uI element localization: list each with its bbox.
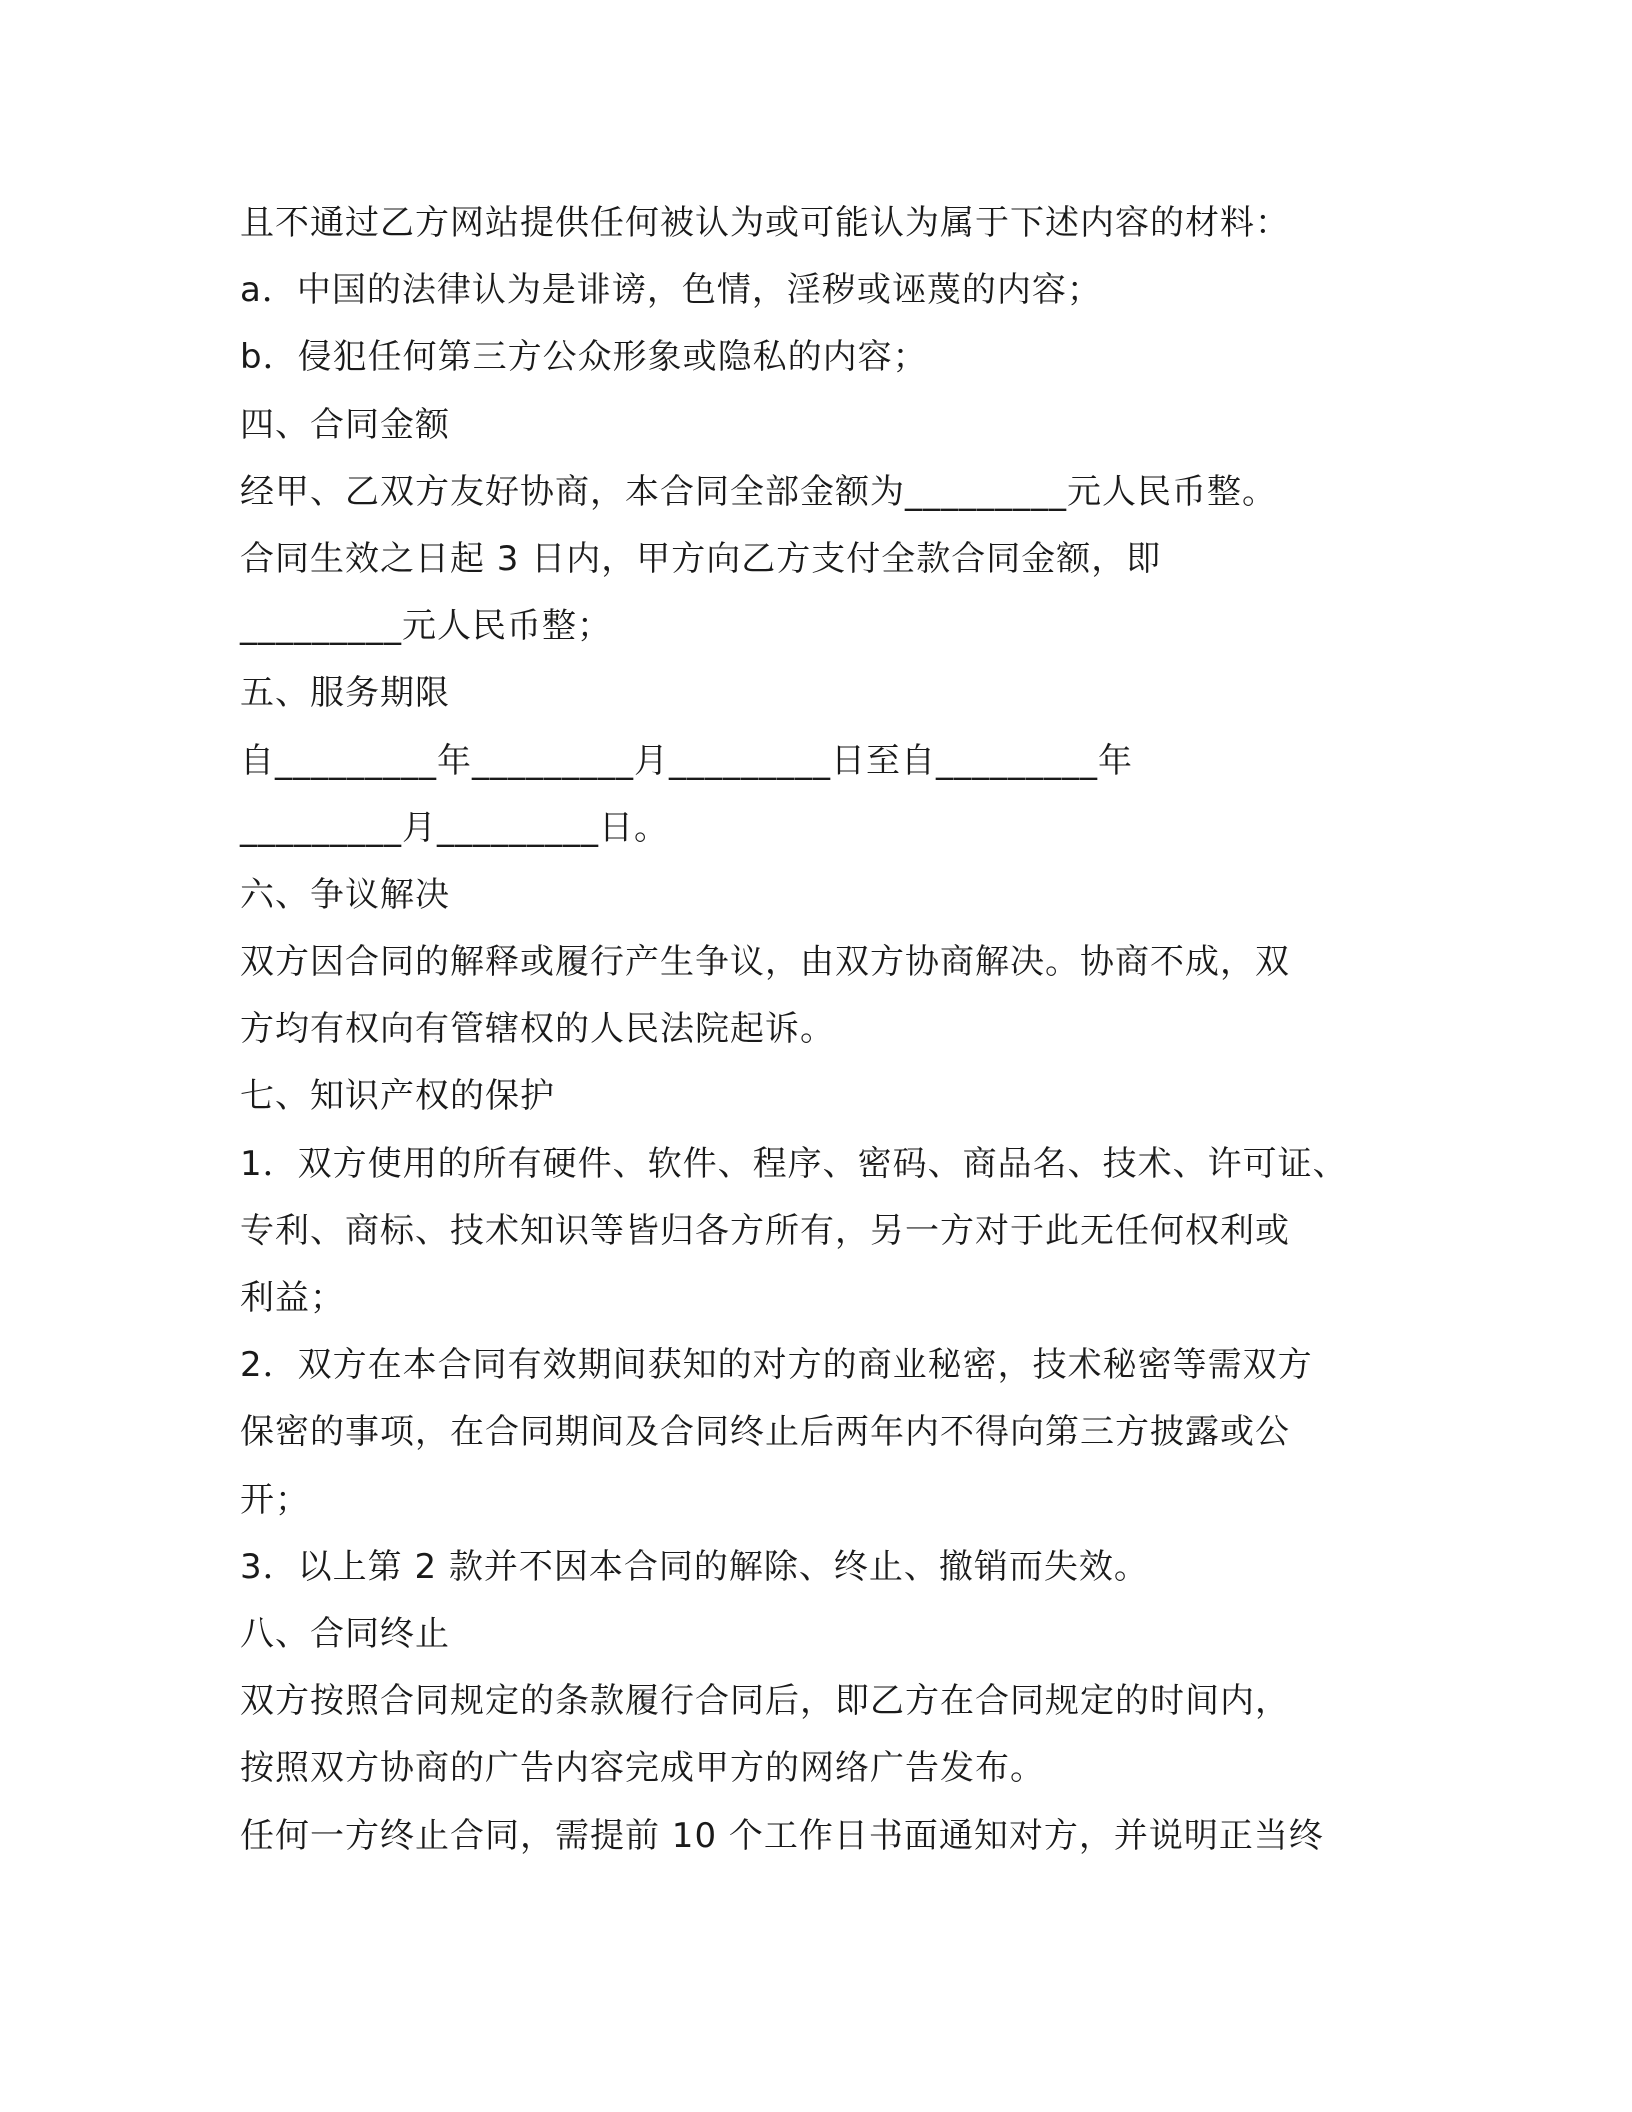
text-line: 利益； xyxy=(240,1278,345,1318)
list-item-b: b．侵犯任何第三方公众形象或隐私的内容； xyxy=(240,337,928,378)
section-heading-contract-termination: 八、合同终止 xyxy=(240,1613,450,1654)
text-line: 开； xyxy=(240,1479,310,1520)
text-line: 双方因合同的解释或履行产生争议，由双方协商解决。协商不成，双 xyxy=(240,942,1290,983)
list-item-2: 2．双方在本合同有效期间获知的对方的商业秘密，技术秘密等需双方 xyxy=(240,1345,1313,1386)
text-line: 方均有权向有管辖权的人民法院起诉。 xyxy=(240,1009,835,1050)
text-line: 任何一方终止合同，需提前 10 个工作日书面通知对方，并说明正当终 xyxy=(240,1815,1324,1856)
text-line: 自_________年_________月_________日至自_________年 xyxy=(240,740,1133,781)
section-heading-dispute-resolution: 六、争议解决 xyxy=(240,874,450,915)
text-line: 合同生效之日起 3 日内，甲方向乙方支付全款合同金额，即 xyxy=(240,538,1162,579)
text-line: 专利、商标、技术知识等皆归各方所有，另一方对于此无任何权利或 xyxy=(240,1210,1290,1251)
list-item-3: 3．以上第 2 款并不因本合同的解除、终止、撤销而失效。 xyxy=(240,1546,1149,1587)
text-line: 按照双方协商的广告内容完成甲方的网络广告发布。 xyxy=(240,1748,1045,1789)
text-line: _________月_________日。 xyxy=(240,807,669,848)
text-line: 双方按照合同规定的条款履行合同后，即乙方在合同规定的时间内， xyxy=(240,1681,1290,1722)
section-heading-ip-protection: 七、知识产权的保护 xyxy=(240,1076,555,1117)
section-heading-contract-amount: 四、合同金额 xyxy=(240,404,450,445)
text-line: 经甲、乙双方友好协商，本合同全部金额为_________元人民币整。 xyxy=(240,471,1277,512)
section-heading-service-period: 五、服务期限 xyxy=(240,673,450,714)
document-body xyxy=(240,190,1420,1870)
list-item-a: a．中国的法律认为是诽谤，色情，淫秽或诬蔑的内容； xyxy=(240,270,1102,311)
text-line: _________元人民币整； xyxy=(240,606,612,647)
text-line: 且不通过乙方网站提供任何被认为或可能认为属于下述内容的材料： xyxy=(240,203,1290,243)
list-item-1: 1．双方使用的所有硬件、软件、程序、密码、商品名、技术、许可证、 xyxy=(240,1143,1348,1184)
text-line: 保密的事项，在合同期间及合同终止后两年内不得向第三方披露或公 xyxy=(240,1412,1290,1453)
